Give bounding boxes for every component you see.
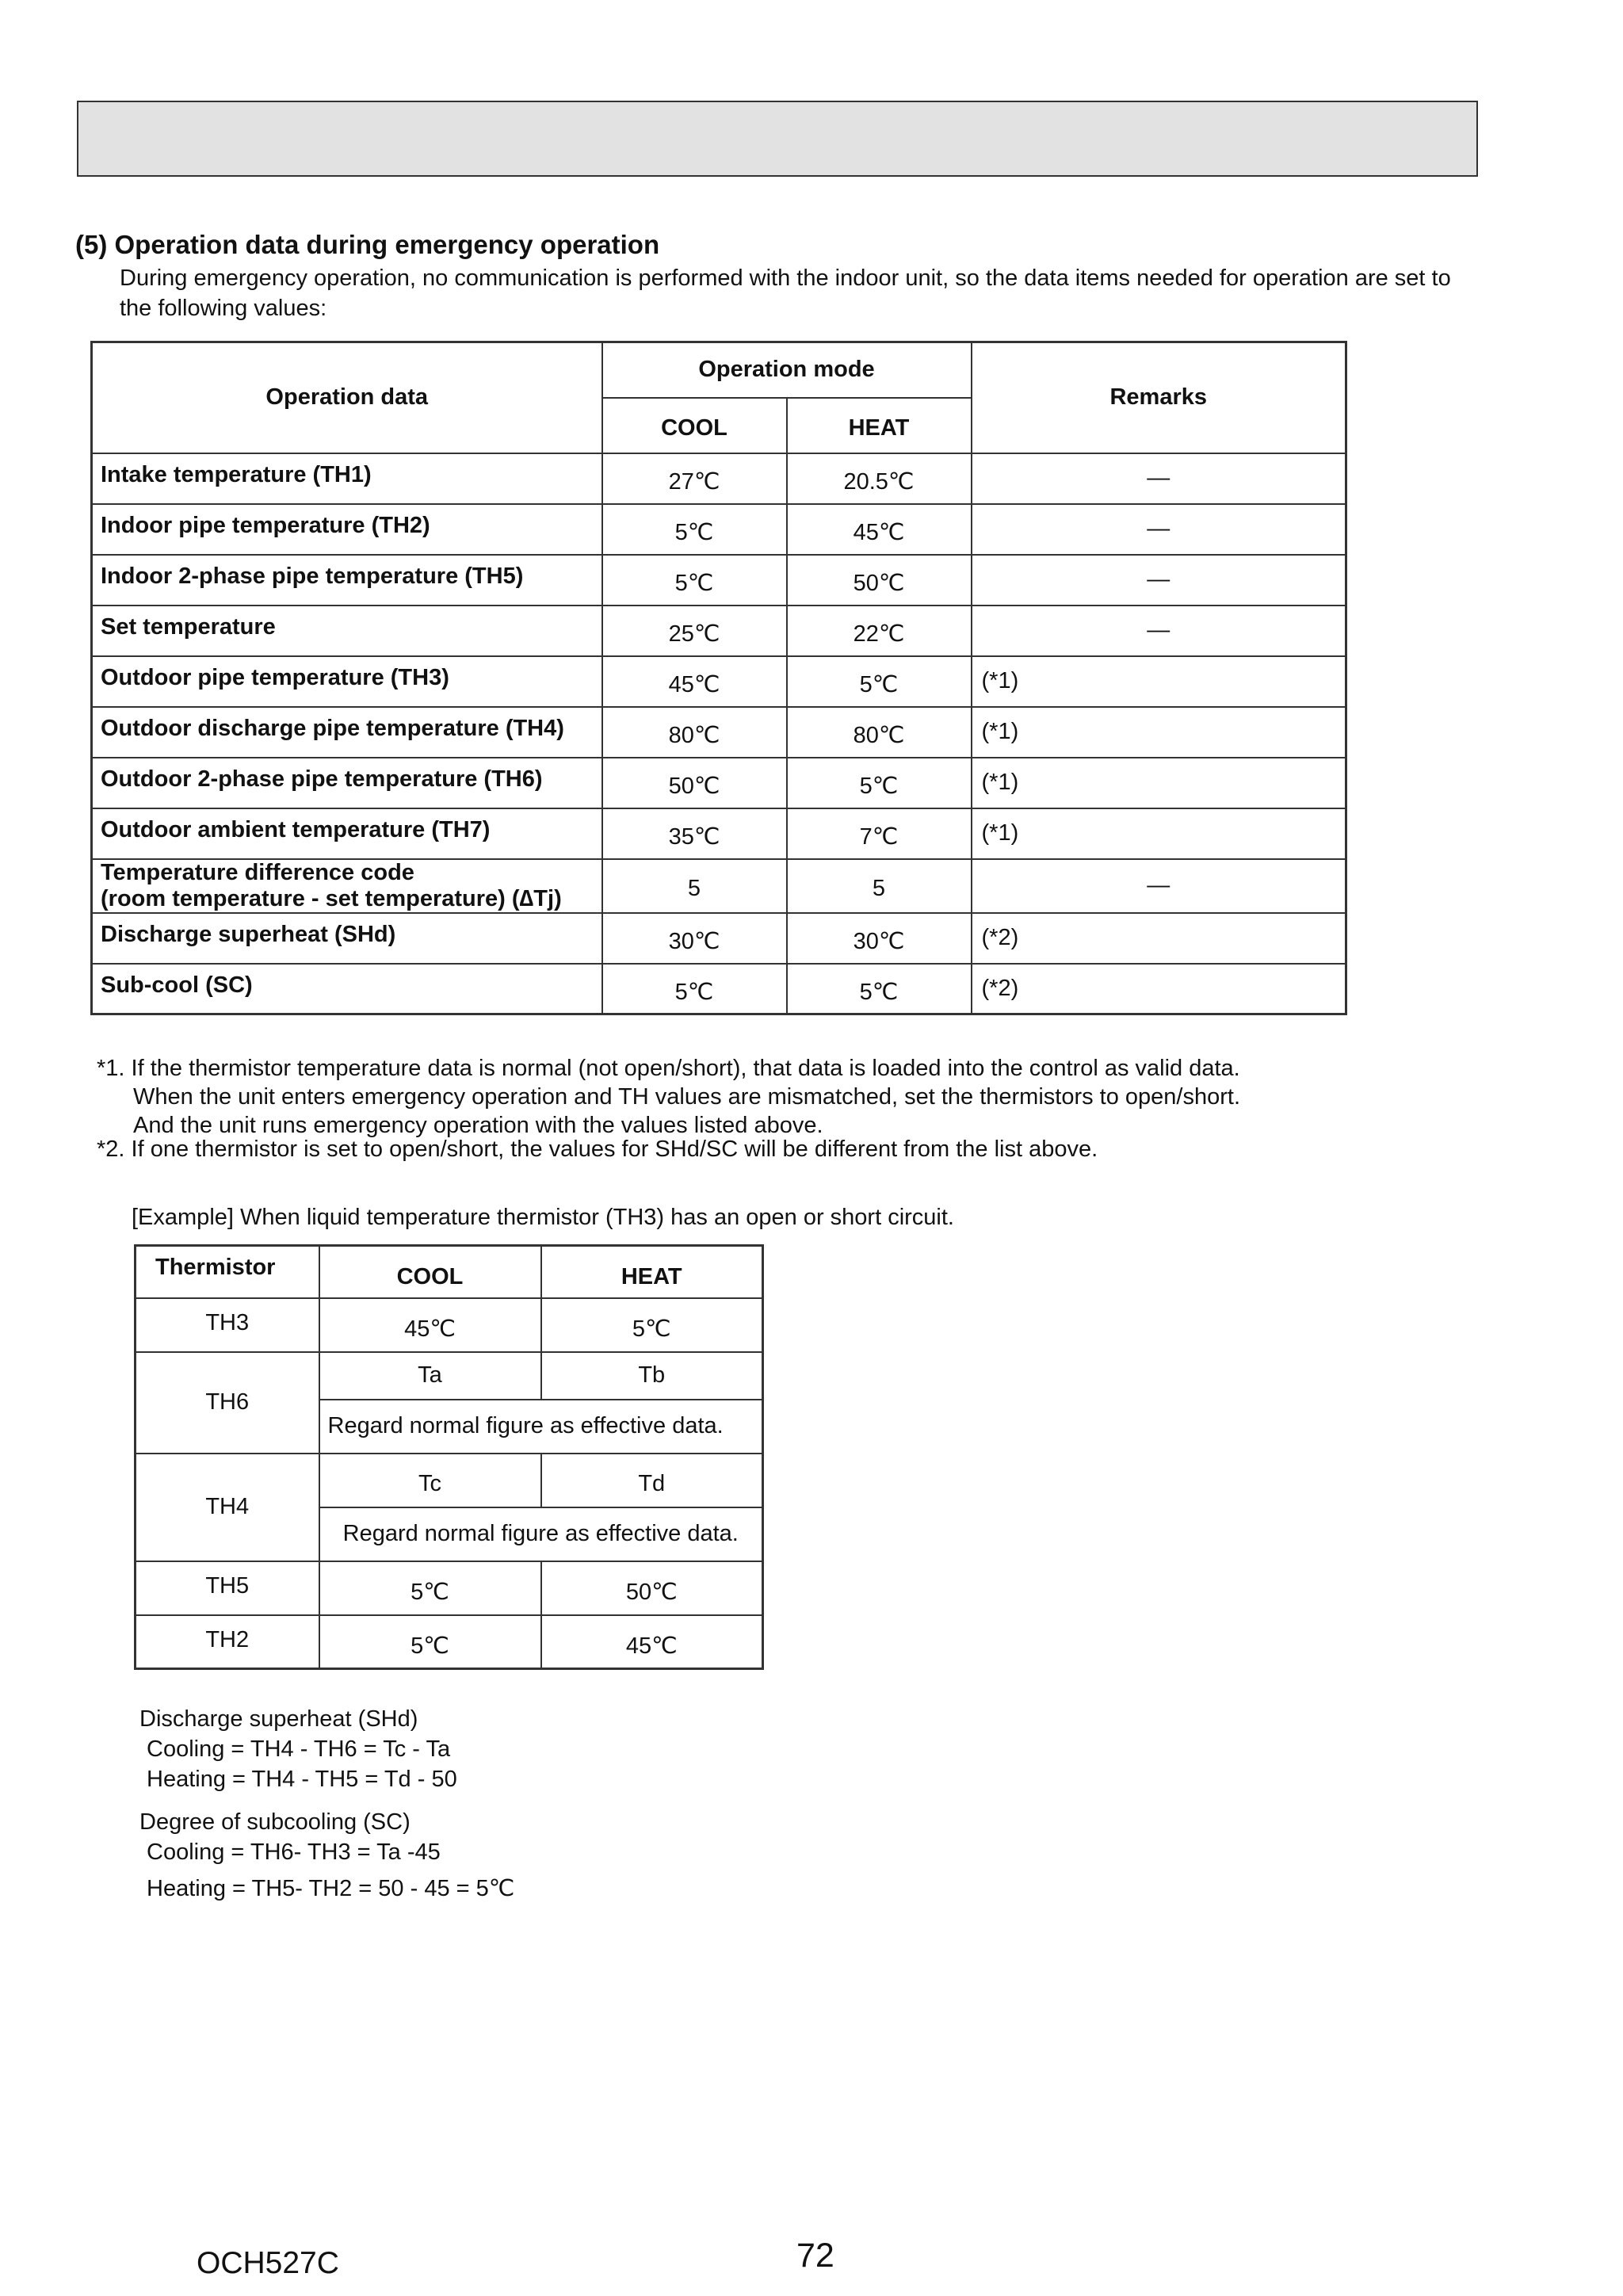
thermistor-label: TH3	[136, 1298, 319, 1352]
table-row	[92, 504, 1346, 555]
header-heat: HEAT	[787, 398, 972, 453]
page-number: 72	[796, 2237, 834, 2275]
table-row	[92, 859, 1346, 913]
header-operation-mode: Operation mode	[602, 342, 972, 398]
cool-value: 5℃	[319, 1615, 541, 1669]
table-row	[136, 1352, 763, 1400]
thermistor-label: TH5	[136, 1561, 319, 1615]
remarks-value: (*1)	[972, 808, 1346, 859]
heat-value: 22℃	[787, 606, 972, 656]
heat-value: 5℃	[787, 656, 972, 707]
heat-value: 45℃	[787, 504, 972, 555]
heat-value: 45℃	[541, 1615, 763, 1669]
remarks-value: (*1)	[972, 707, 1346, 758]
example-table	[134, 1244, 764, 1670]
table-row	[92, 555, 1346, 606]
remarks-value: —	[972, 453, 1346, 504]
header-thermistor: Thermistor	[136, 1246, 319, 1298]
thermistor-label: TH6	[136, 1352, 319, 1454]
heat-value: 80℃	[787, 707, 972, 758]
shd-formula-block	[139, 1704, 457, 1794]
cool-value: 80℃	[602, 707, 787, 758]
table-row	[92, 606, 1346, 656]
row-label	[92, 859, 602, 913]
header-bar	[77, 101, 1478, 177]
thermistor-label: TH2	[136, 1615, 319, 1669]
remarks-value: (*1)	[972, 656, 1346, 707]
table-row	[92, 913, 1346, 964]
shd-heating: Heating = TH4 - TH5 = Td - 50	[147, 1767, 457, 1792]
heat-value: Tb	[541, 1352, 763, 1400]
heat-value: Td	[541, 1454, 763, 1507]
footnotes	[97, 1054, 1396, 1163]
cool-value: 35℃	[602, 808, 787, 859]
cool-value: 30℃	[602, 913, 787, 964]
shd-title: Discharge superheat (SHd)	[139, 1706, 418, 1732]
cool-value: 45℃	[602, 656, 787, 707]
row-label: Outdoor discharge pipe temperature (TH4)	[92, 707, 602, 758]
cool-value: 5℃	[602, 964, 787, 1014]
remarks-value: (*1)	[972, 758, 1346, 808]
sc-formula-block	[139, 1807, 514, 1904]
remarks-value: —	[972, 504, 1346, 555]
row-label: Indoor 2-phase pipe temperature (TH5)	[92, 555, 602, 606]
heat-value: 5℃	[787, 758, 972, 808]
cool-value: 45℃	[319, 1298, 541, 1352]
row-label: Indoor pipe temperature (TH2)	[92, 504, 602, 555]
table-row	[136, 1615, 763, 1669]
cool-value: Tc	[319, 1454, 541, 1507]
cool-value: 50℃	[602, 758, 787, 808]
footnote-1-line1: *1. If the thermistor temperature data is normal (not open/short), that data is loaded into the control as valid data.	[97, 1056, 1240, 1081]
operation-data-table	[90, 341, 1347, 1015]
note-text: Regard normal figure as effective data.	[319, 1400, 763, 1454]
table-row	[136, 1561, 763, 1615]
row-label: Outdoor pipe temperature (TH3)	[92, 656, 602, 707]
sc-title: Degree of subcooling (SC)	[139, 1809, 411, 1835]
heat-value: 50℃	[787, 555, 972, 606]
shd-cooling: Cooling = TH4 - TH6 = Tc - Ta	[147, 1736, 451, 1762]
sc-cooling: Cooling = TH6- TH3 = Ta -45	[147, 1839, 441, 1865]
header-cool: COOL	[602, 398, 787, 453]
cool-value: 25℃	[602, 606, 787, 656]
document-code: OCH527C	[197, 2246, 339, 2280]
cool-value: 5℃	[602, 555, 787, 606]
footnote-1	[97, 1054, 1396, 1140]
cool-value: 27℃	[602, 453, 787, 504]
row-label: Set temperature	[92, 606, 602, 656]
section-title: (5) Operation data during emergency operation	[75, 230, 660, 259]
row-label: Sub-cool (SC)	[92, 964, 602, 1014]
table-row	[136, 1298, 763, 1352]
row-label: Outdoor ambient temperature (TH7)	[92, 808, 602, 859]
section-intro: During emergency operation, no communication is performed with the indoor unit, so the data items needed for operation are set to the following values:	[120, 266, 1451, 321]
header-operation-data: Operation data	[92, 342, 602, 453]
table-row	[92, 453, 1346, 504]
footnote-1-line3: And the unit runs emergency operation with the values listed above.	[133, 1113, 823, 1138]
remarks-value: —	[972, 555, 1346, 606]
remarks-value: —	[972, 859, 1346, 913]
table-row	[92, 656, 1346, 707]
footnote-2: *2. If one thermistor is set to open/short, the values for SHd/SC will be different from the list above.	[97, 1137, 1098, 1162]
remarks-value: (*2)	[972, 964, 1346, 1014]
cool-value: Ta	[319, 1352, 541, 1400]
heat-value: 7℃	[787, 808, 972, 859]
footnote-1-line2: When the unit enters emergency operation and TH values are mismatched, set the thermistors to open/short.	[133, 1084, 1241, 1110]
cool-value: 5℃	[319, 1561, 541, 1615]
remarks-value: (*2)	[972, 913, 1346, 964]
table-row	[92, 707, 1346, 758]
note-text: Regard normal figure as effective data.	[319, 1507, 763, 1561]
row-label-line2: (room temperature - set temperature) (∆Tj)	[101, 885, 562, 911]
header-remarks: Remarks	[972, 342, 1346, 453]
table-row	[92, 808, 1346, 859]
table-row	[136, 1454, 763, 1507]
heat-value: 50℃	[541, 1561, 763, 1615]
example-caption: [Example] When liquid temperature thermistor (TH3) has an open or short circuit.	[132, 1205, 954, 1230]
header-heat: HEAT	[541, 1246, 763, 1298]
header-cool: COOL	[319, 1246, 541, 1298]
heat-value: 5℃	[787, 964, 972, 1014]
heat-value: 5℃	[541, 1298, 763, 1352]
heat-value: 20.5℃	[787, 453, 972, 504]
row-label-line1: Temperature difference code	[101, 859, 414, 885]
cool-value: 5	[602, 859, 787, 913]
remarks-value: —	[972, 606, 1346, 656]
row-label: Discharge superheat (SHd)	[92, 913, 602, 964]
heat-value: 5	[787, 859, 972, 913]
cool-value: 5℃	[602, 504, 787, 555]
heat-value: 30℃	[787, 913, 972, 964]
thermistor-label: TH4	[136, 1454, 319, 1561]
table-row	[92, 964, 1346, 1014]
sc-heating: Heating = TH5- TH2 = 50 - 45 = 5℃	[147, 1876, 515, 1901]
row-label: Outdoor 2-phase pipe temperature (TH6)	[92, 758, 602, 808]
row-label: Intake temperature (TH1)	[92, 453, 602, 504]
table-row	[92, 758, 1346, 808]
